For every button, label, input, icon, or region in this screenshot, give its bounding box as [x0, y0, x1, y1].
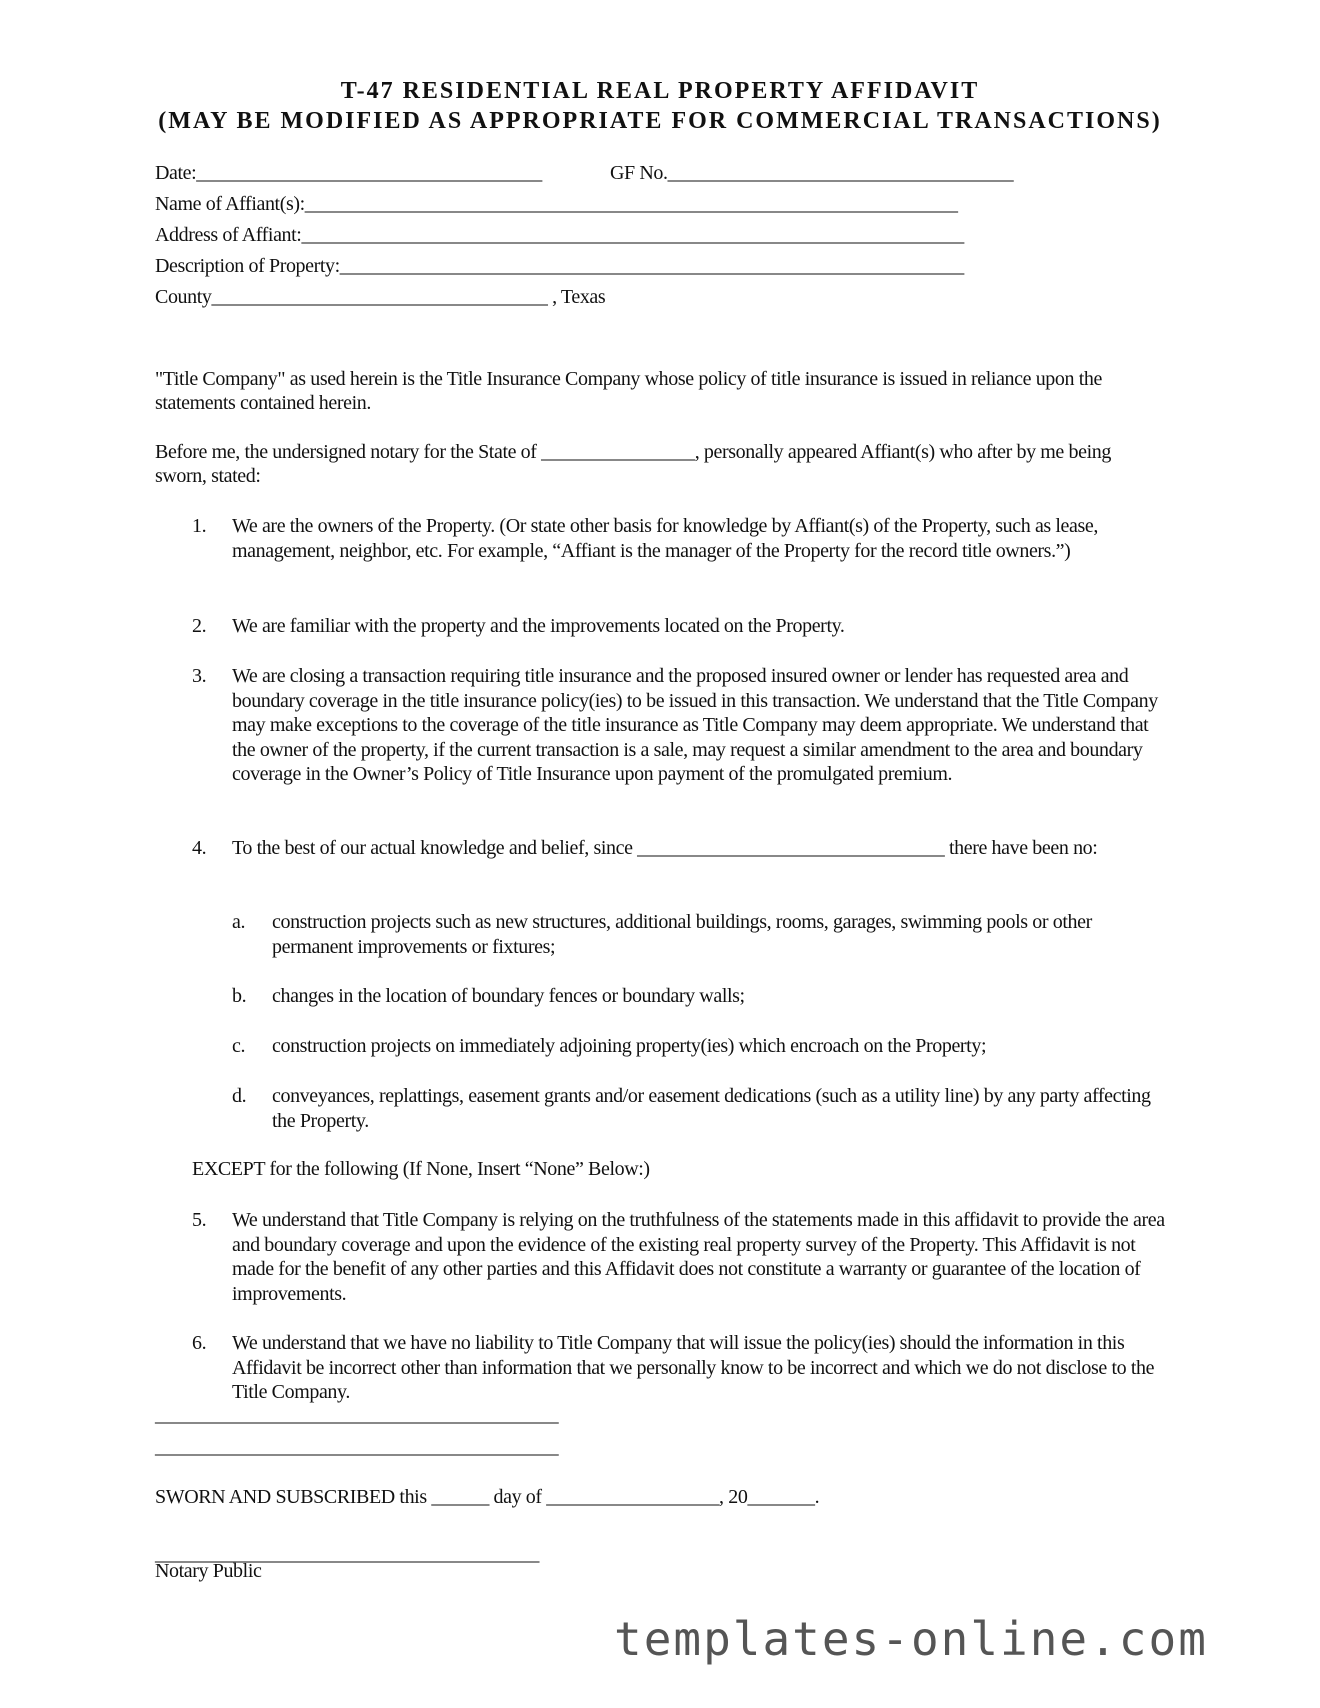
- gf-number-field[interactable]: GF No.____________________________________: [610, 162, 1014, 184]
- affiant-signature-line[interactable]: __________________________________________: [155, 1404, 559, 1426]
- affiant-address-field[interactable]: Address of Affiant:_____________________________________________________________________: [155, 224, 964, 246]
- notary-signature-line[interactable]: ________________________________________: [155, 1543, 540, 1565]
- item-number: 4.: [192, 837, 207, 859]
- sub-item-letter: d.: [232, 1085, 247, 1107]
- affiant-signature-line-2[interactable]: __________________________________________: [155, 1436, 559, 1458]
- item-text: To the best of our actual knowledge and belief, since ________________________________ there have been no:: [232, 837, 1098, 859]
- sub-item-text: conveyances, replattings, easement grants and/or easement dedications (such as a utility line) by any party affecting the Property.: [272, 1085, 1151, 1132]
- notary-public-label: Notary Public: [155, 1560, 262, 1582]
- item-number: 6.: [192, 1332, 207, 1354]
- item-text: We are familiar with the property and the improvements located on the Property.: [232, 615, 845, 637]
- item-number: 1.: [192, 515, 207, 537]
- county-field[interactable]: County___________________________________ , Texas: [155, 286, 606, 308]
- sworn-subscribed-line[interactable]: SWORN AND SUBSCRIBED this ______ day of __________________, 20_______.: [155, 1486, 820, 1508]
- sub-item-letter: a.: [232, 911, 246, 933]
- sub-item-letter: b.: [232, 985, 247, 1007]
- sub-item-text: changes in the location of boundary fences or boundary walls;: [272, 985, 745, 1007]
- item-text: We understand that we have no liability to Title Company that will issue the policy(ies) should the information in this Affidavit be incorrect other than information that we personally know to be incorrect and which we do not disclose to the Title Company.: [232, 1332, 1155, 1403]
- item-text: We are closing a transaction requiring title insurance and the proposed insured owner or lender has requested area and boundary coverage in the title insurance policy(ies) to be issued in this transaction. We understand that the Title Company may make exceptions to the coverage of the title insurance as Title Company may deem appropriate. We understand that the owner of the property, if the current transaction is a sale, may request a similar amendment to the area and boundary coverage in the Owner’s Policy of Title Insurance upon payment of the promulgated premium.: [232, 665, 1158, 785]
- item-number: 5.: [192, 1209, 207, 1231]
- except-instruction: EXCEPT for the following (If None, Insert “None” Below:): [192, 1158, 650, 1180]
- notary-intro: Before me, the undersigned notary for the State of ________________, personally appeared Affiant(s) who after by me being sworn, stated:: [155, 441, 1111, 487]
- sub-item-letter: c.: [232, 1035, 246, 1057]
- item-text: We understand that Title Company is relying on the truthfulness of the statements made in this affidavit to provide the area and boundary coverage and upon the evidence of the existing real property survey of the Property. This Affidavit is not made for the benefit of any other parties and this Affidavit does not constitute a warranty or guarantee of the location of improvements.: [232, 1209, 1165, 1305]
- watermark: templates-online.com: [614, 1612, 1208, 1666]
- title-company-definition: "Title Company" as used herein is the Title Insurance Company whose policy of title insurance is issued in reliance upon the statements contained herein.: [155, 368, 1102, 414]
- document-title: T-47 RESIDENTIAL REAL PROPERTY AFFIDAVIT: [340, 78, 980, 104]
- item-text: We are the owners of the Property. (Or state other basis for knowledge by Affiant(s) of the Property, such as lease, management, neighbor, etc. For example, “Affiant is the manager of the Property for the record title owners.”): [232, 515, 1098, 562]
- item-number: 2.: [192, 615, 207, 637]
- date-field[interactable]: Date:____________________________________: [155, 162, 542, 184]
- property-description-field[interactable]: Description of Property:_________________________________________________________________: [155, 255, 964, 277]
- sub-item-text: construction projects on immediately adjoining property(ies) which encroach on the Property;: [272, 1035, 987, 1057]
- sub-item-text: construction projects such as new structures, additional buildings, rooms, garages, swimming pools or other permanent improvements or fixtures;: [272, 911, 1092, 958]
- item-number: 3.: [192, 665, 207, 687]
- document-subtitle: (MAY BE MODIFIED AS APPROPRIATE FOR COMMERCIAL TRANSACTIONS): [158, 108, 1162, 134]
- affiant-name-field[interactable]: Name of Affiant(s):____________________________________________________________________: [155, 193, 958, 215]
